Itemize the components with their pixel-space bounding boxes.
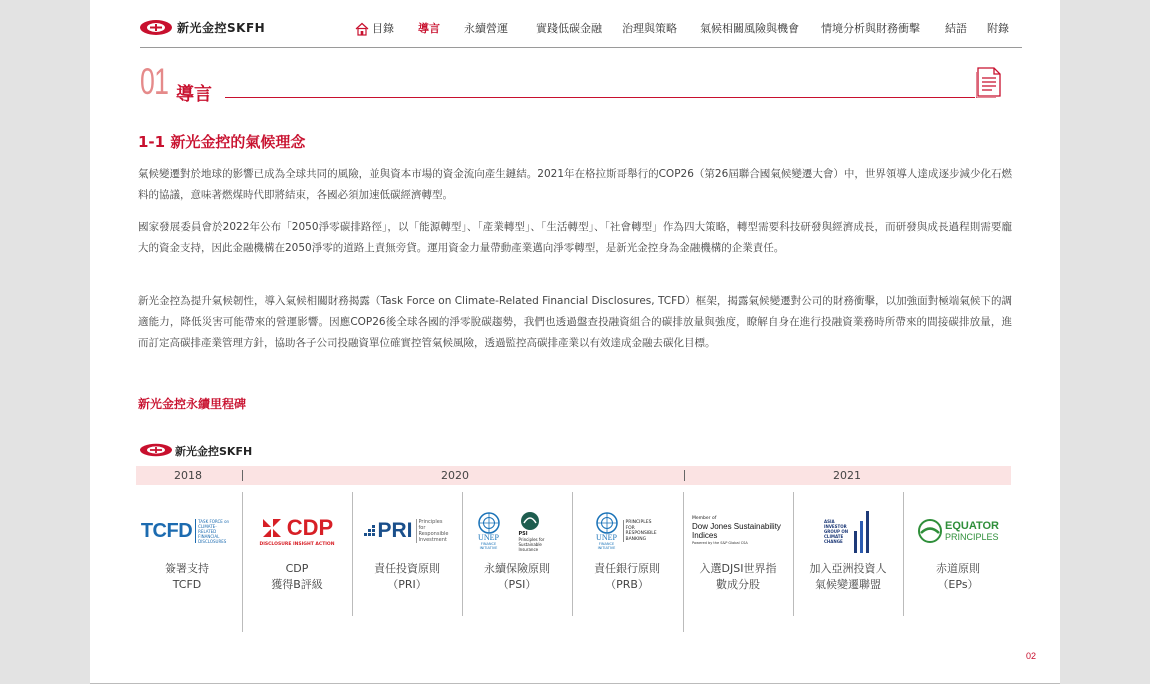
milestone-label: （EPs）	[937, 578, 979, 591]
milestone-psi	[462, 492, 572, 622]
psi-emblem-icon	[519, 511, 541, 531]
nav-item-contents[interactable]: 目錄	[372, 22, 394, 35]
aigcc-bars-icon	[852, 509, 872, 553]
chapter-number: 01	[140, 61, 169, 102]
brand-name: 新光金控SKFH	[177, 21, 266, 35]
milestone-label: 永續保險原則	[484, 562, 550, 575]
milestone-label: 簽署支持	[165, 562, 209, 575]
milestone-label: CDP	[285, 562, 309, 575]
nav-item-governance-strategy[interactable]: 治理與策略	[622, 22, 677, 35]
paragraph-2: 國家發展委員會於2022年公布「2050淨零碳排路徑」，以「能源轉型」、「產業轉型」、「生活轉型」、「社會轉型」作為四大策略，轉型需要科技研發與經濟成長，而研發與成長過程則需要龐大的資金支持，因此金融機構在2050淨零的道路上責無旁貸。運用資金力量帶動產業邁向淨零轉型，是新光金控身為金融機構的企業責任。	[138, 221, 1012, 254]
paragraph-3: 新光金控為提升氣候韌性，導入氣候相關財務揭露（Task Force on Climate-Related Financial Disclosures, TCFD）框架，揭露氣候變遷對公司的財務衝擊，以加強面對極端氣候下的調適能力，降低災害可能帶來的營運影響。因應COP26後全球各國的淨零脫碳趨勢，我們也透過盤查投融資組合的碳排放量與強度，瞭解自身在進行投融資業務時所帶來的間接碳排放量，進而訂定高碳排產業管理方針，協助各子公司投融資單位確實控管氣候風險，透過監控高碳排產業以有效達成金融去碳化目標。	[138, 295, 1012, 349]
year-separator	[684, 470, 685, 481]
year-label-2018: 2018	[174, 469, 202, 482]
un-emblem-icon	[478, 512, 500, 534]
cdp-logo: CDP DISCLOSURE INSIGHT ACTION	[259, 515, 335, 547]
milestone-tcfd	[132, 492, 242, 622]
milestone-label: （PRB）	[605, 578, 649, 591]
nav-item-climate-risks[interactable]: 氣候相關風險與機會	[700, 22, 799, 35]
milestone-label: 入選DJSI世界指	[699, 562, 777, 575]
nav-item-scenario-analysis[interactable]: 情境分析與財務衝擊	[821, 22, 920, 35]
unep-psi-logo: UNEP FINANCE INITIATIVE PSI Principles for Sustainable Insurance	[467, 506, 567, 556]
milestone-label: 赤道原則	[936, 562, 980, 575]
equator-logo: EQUATOR PRINCIPLES	[908, 506, 1008, 556]
nav-item-appendix[interactable]: 附錄	[987, 22, 1009, 35]
cdp-star-icon	[261, 517, 285, 539]
milestone-label: 加入亞洲投資人	[809, 562, 887, 575]
home-icon[interactable]	[355, 22, 369, 36]
nav-item-conclusion[interactable]: 結語	[945, 22, 967, 35]
un-emblem-icon	[596, 512, 618, 534]
milestone-label: 氣候變遷聯盟	[815, 578, 881, 591]
milestone-aigcc	[793, 492, 903, 622]
pri-logo: PRI Principles for Responsible Investment	[357, 506, 457, 556]
chapter-underline	[225, 97, 975, 98]
pri-dots-icon	[364, 525, 376, 537]
page-number: 02	[1026, 651, 1037, 661]
milestone-label: 責任投資原則	[374, 562, 440, 575]
year-label-2021: 2021	[833, 469, 861, 482]
milestone-label: 獲得B評級	[271, 578, 323, 591]
milestone-label: TCFD	[172, 578, 202, 591]
tcfd-logo: TCFD TASK FORCE on CLIMATE-RELATED FINANCIAL DISCLOSURES	[137, 506, 237, 556]
year-separator	[242, 470, 243, 481]
header-divider	[140, 47, 1022, 48]
milestone-equator	[903, 492, 1013, 622]
milestone-prb	[572, 492, 682, 622]
milestone-djsi	[683, 492, 793, 622]
year-bar	[136, 466, 1011, 485]
paragraph-1: 氣候變遷對於地球的影響已成為全球共同的風險，並與資本市場的資金流向產生鏈結。2021年在格拉斯哥舉行的COP26（第26屆聯合國氣候變遷大會）中，世界領導人達成逐步減少化石燃料的協議，意味著燃煤時代即將結束，各國必須加速低碳經濟轉型。	[138, 168, 1012, 201]
nav-item-sustainable-operations[interactable]: 永續營運	[464, 22, 508, 35]
document-icon	[976, 66, 1002, 98]
milestone-title: 新光金控永續里程碑	[138, 397, 247, 411]
milestone-label: （PRI）	[387, 578, 427, 591]
milestone-pri	[352, 492, 462, 622]
milestone-label: （PSI）	[497, 578, 537, 591]
nav-item-introduction[interactable]: 導言	[418, 22, 440, 35]
milestone-cdp	[242, 492, 352, 622]
djsi-logo: Member of Dow Jones Sustainability Indices Powered by the S&P Global CSA	[692, 516, 781, 545]
skfh-logo-icon	[139, 443, 173, 457]
equator-globe-icon	[917, 518, 943, 544]
section-title: 1-1 新光金控的氣候理念	[138, 133, 306, 151]
nav-item-low-carbon-finance[interactable]: 實踐低碳金融	[536, 22, 602, 35]
aigcc-logo: ASIA INVESTOR GROUP ON CLIMATE CHANGE	[798, 506, 898, 556]
unep-prb-logo: UNEP FINANCE INITIATIVE PRINCIPLES FOR RESPONSIBLE BANKING	[577, 506, 677, 556]
milestone-label: 責任銀行原則	[594, 562, 660, 575]
top-nav	[90, 20, 1060, 38]
chapter-title: 導言	[176, 84, 212, 105]
milestone-brand-name: 新光金控SKFH	[175, 445, 253, 458]
year-label-2020: 2020	[441, 469, 469, 482]
report-page	[90, 0, 1060, 684]
milestone-label: 數成分股	[716, 578, 760, 591]
